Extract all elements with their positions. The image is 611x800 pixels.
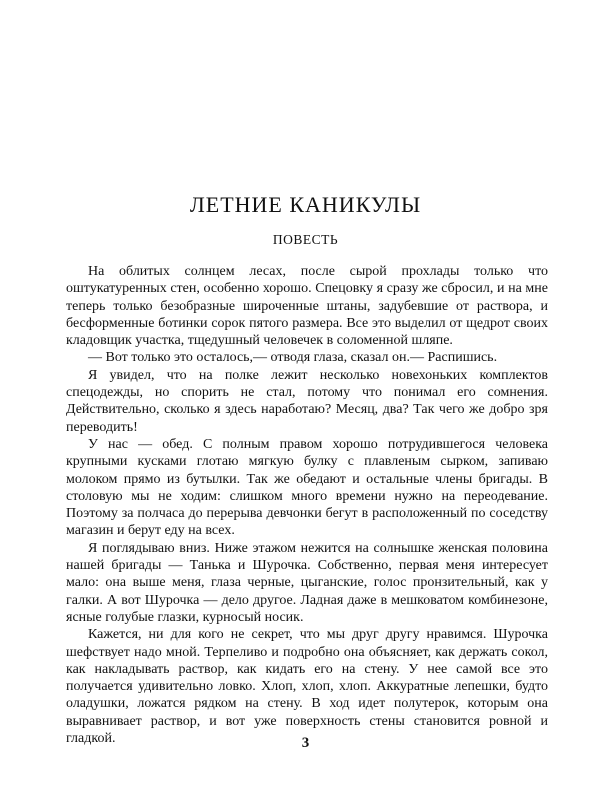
paragraph: — Вот только это осталось,— отводя глаза, сказал он.— Распишись. — [88, 350, 498, 366]
paragraph: Кажется, ни для кого не секрет, что мы друг другу нравимся. Шурочка шефствует надо мной. Терпеливо и подробно она объясняет, как держать сокол, как накладывать раствор, как кидать его на стену. У нее самой все это получается удивительно ловко. Хлоп, хлоп, хлоп. Аккуратные лепешки, будто оладушки, ложатся рядком на стену. В ход идет полутерок, которым она выравнивает раствор, и вот уже поверхность стены становится ровной и гладкой. — [66, 627, 548, 747]
story-text — [66, 263, 548, 747]
page-subtitle: ПОВЕСТЬ — [272, 232, 339, 247]
paragraph: У нас — обед. С полным правом хорошо потрудившегося человека крупными кусками глотаю мягкую булку с плавленым сырком, запиваю молоком прямо из бутылки. Так же обедают и остальные члены бригады. В столовую мы не ходим: слишком много времени нужно на переодевание. Поэтому за полчаса до перерыва девчонки бегут в расположенный по соседству магазин и берут еду на всех. — [66, 436, 548, 539]
paragraph: На облитых солнцем лесах, после сырой прохлады только что оштукатуренных стен, особенно хорошо. Спецовку я сразу же сбросил, и на мне теперь только безобразные широченные штаны, задубевшие от раствора, и бесформенные ботинки сорок пятого размера. Все это выделил от щедрот своих кладовщик участка, тщедушный человечек в соломенной шляпе. — [66, 264, 548, 349]
paragraph: Я увидел, что на полке лежит несколько новехоньких комплектов спецодежды, но спорить не стал, потому что понимал его сомнения. Действительно, сколько я здесь наработаю? Месяц, два? Так чего же добро зря переводить! — [66, 367, 548, 435]
paragraph: Я поглядываю вниз. Ниже этажом нежится на солнышке женская половина нашей бригады — Танька и Шурочка. Собственно, первая меня интересует мало: она выше меня, глаза черные, цыганские, голос пронзительный, как у галки. А вот Шурочка — дело другое. Ладная даже в мешковатом комбинезоне, ясные голубые глазки, курносый носик. — [66, 540, 548, 625]
page-number: 3 — [301, 735, 310, 751]
page-title: ЛЕТНИЕ КАНИКУЛЫ — [189, 192, 422, 217]
